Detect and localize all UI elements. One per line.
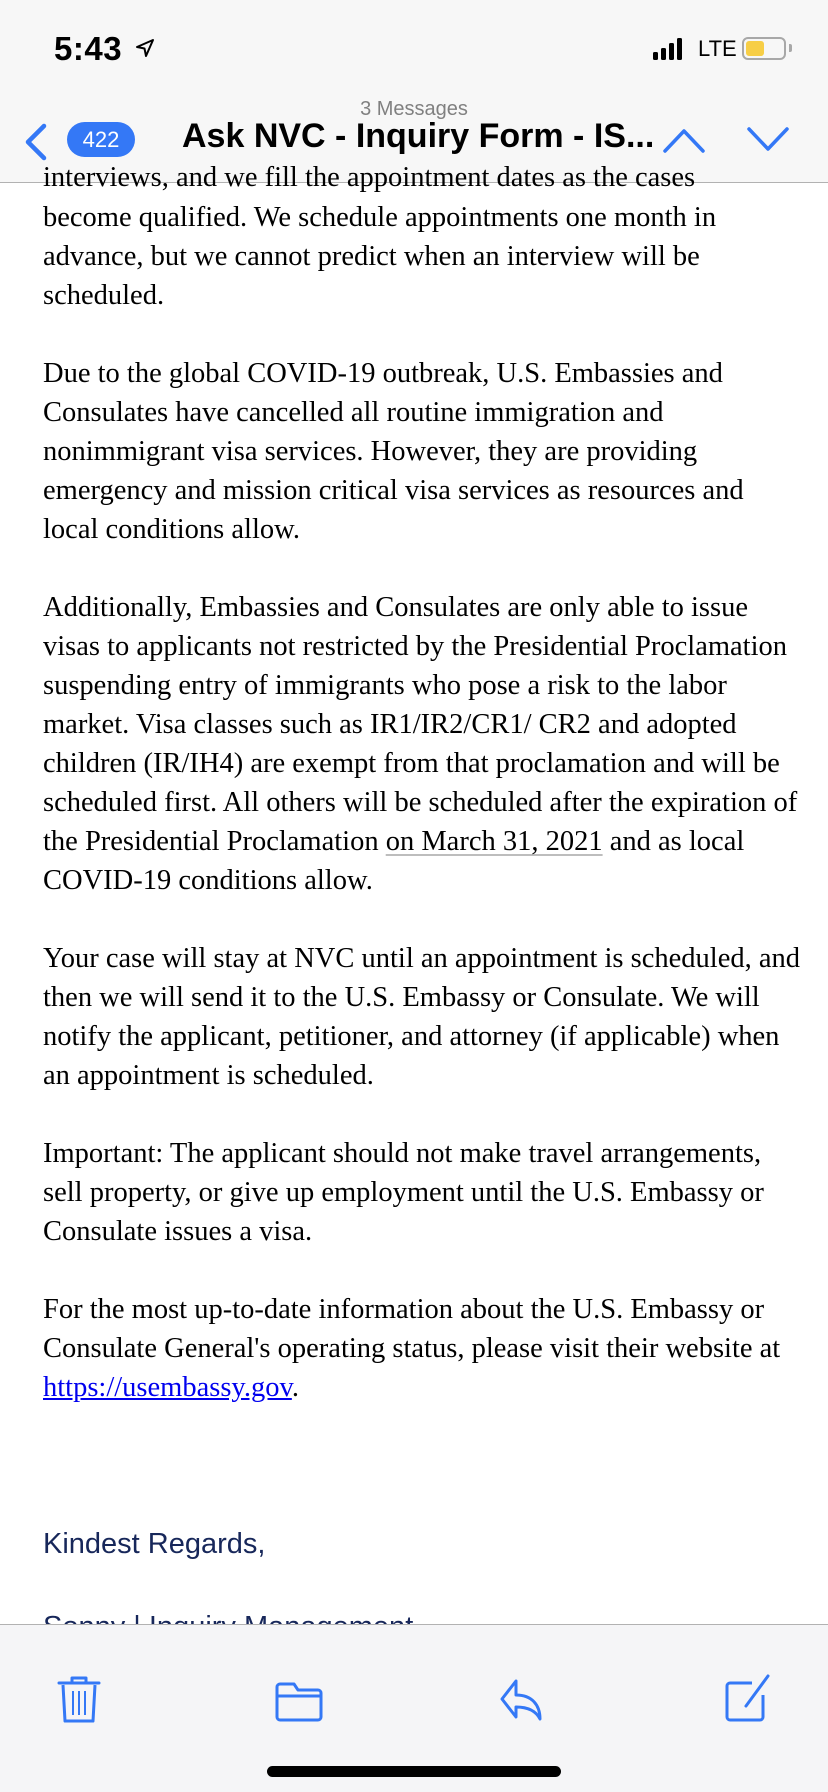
compose-icon bbox=[722, 1673, 772, 1725]
proclamation-text-end: and as local COVID-19 conditions allow. bbox=[43, 826, 745, 896]
battery-level bbox=[746, 41, 764, 56]
status-bar bbox=[0, 0, 828, 95]
network-type: LTE bbox=[698, 36, 737, 61]
paragraph-covid: Due to the global COVID-19 outbreak, U.S. Embassies and Consulates have cancelled all routine immigration and nonimmigrant visa services. However, they are providing emergency and mission critical visa services as resources and local conditions allow. bbox=[43, 358, 744, 545]
folder-icon bbox=[274, 1673, 324, 1725]
usembassy-link[interactable]: https://usembassy.gov bbox=[43, 1372, 292, 1403]
email-signoff: Kindest Regards, bbox=[43, 1528, 266, 1560]
thread-message-count: 3 Messages bbox=[360, 98, 468, 120]
embassy-info-period: . bbox=[291, 1372, 299, 1403]
email-paragraphs bbox=[43, 198, 803, 1446]
battery-nub bbox=[789, 44, 792, 52]
email-body[interactable] bbox=[0, 162, 828, 1624]
unread-count-badge[interactable]: 422 bbox=[67, 122, 135, 157]
proclamation-text: Additionally, Embassies and Consulates are only able to issue visas to applicants not restricted by the Presidential Proclamation suspending entry of immigrants who pose a risk to the labor market. Visa classes such as IR1/IR2/CR1/ CR2 and adopted children (IR/IH4) are exempt from that proclamation and will be scheduled first. All others will be scheduled after the expiration of the Presidential Proclamation bbox=[43, 592, 798, 857]
status-time: 5:43 bbox=[54, 30, 123, 67]
clipped-text-line: interviews, and we fill the appointment dates as the cases bbox=[43, 162, 696, 193]
date-link[interactable]: on March 31, 2021 bbox=[385, 826, 603, 857]
email-subject-title: Ask NVC - Inquiry Form - IS... bbox=[182, 117, 655, 155]
reply-button[interactable] bbox=[498, 1673, 548, 1725]
signal-bars-icon bbox=[653, 38, 682, 60]
paragraph-embassy-info bbox=[43, 1290, 803, 1407]
paragraph-important: Important: The applicant should not make travel arrangements, sell property, or give up employment until the U.S. Embassy or Consulate issues a visa. bbox=[43, 1138, 764, 1247]
trash-icon bbox=[54, 1673, 104, 1725]
chevron-left-icon[interactable] bbox=[22, 122, 50, 162]
battery-icon bbox=[742, 37, 786, 60]
move-to-folder-button[interactable] bbox=[274, 1673, 324, 1725]
compose-button[interactable] bbox=[722, 1673, 772, 1725]
location-arrow-icon bbox=[135, 38, 155, 58]
reply-icon bbox=[498, 1673, 548, 1725]
embassy-info-text: For the most up-to-date information about the U.S. Embassy or Consulate General's operating status, please visit their website at bbox=[43, 1294, 781, 1364]
paragraph-case-status: Your case will stay at NVC until an appointment is scheduled, and then we will send it to the U.S. Embassy or Consulate. We will notify the applicant, petitioner, and attorney (if applicable) when an appointment is scheduled. bbox=[43, 943, 800, 1091]
paragraph-scheduling: become qualified. We schedule appointments one month in advance, but we cannot predict when an interview will be scheduled. bbox=[43, 202, 717, 311]
chevron-down-icon[interactable] bbox=[746, 125, 790, 155]
paragraph-proclamation bbox=[43, 588, 803, 900]
trash-button[interactable] bbox=[54, 1673, 104, 1725]
chevron-up-icon[interactable] bbox=[662, 125, 706, 155]
home-indicator[interactable] bbox=[267, 1766, 561, 1777]
bottom-toolbar bbox=[0, 1624, 828, 1792]
